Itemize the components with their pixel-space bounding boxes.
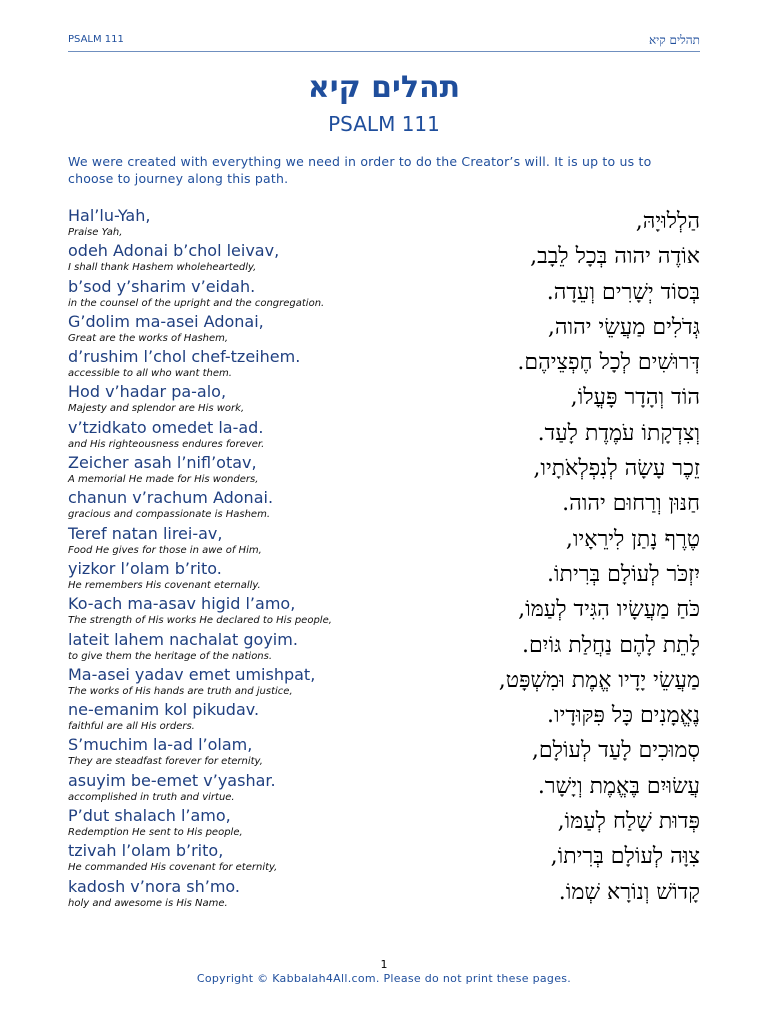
verse-hebrew: יִזְכֹּר לְעוֹלָם בְּרִיתוֹ.	[546, 561, 700, 587]
verse-transliteration: ne-emanim kol pikudav.	[68, 700, 260, 720]
verse-row	[68, 347, 700, 382]
verse-row	[68, 735, 700, 770]
verse-transliteration: tzivah l’olam b’rito,	[68, 841, 224, 861]
copyright-notice: Copyright © Kabbalah4All.com. Please do not print these pages.	[196, 972, 572, 985]
verse-row	[68, 665, 700, 700]
verse-row	[68, 594, 700, 629]
verse-transliteration: Zeicher asah l’nifl’otav,	[68, 453, 257, 473]
verse-translation: faithful are all His orders.	[68, 721, 195, 733]
verse-hebrew: קָדוֹשׁ וְנוֹרָא שְׁמוֹ.	[558, 879, 700, 905]
verse-transliteration: d’rushim l’chol chef-tzeihem.	[68, 347, 301, 367]
verse-hebrew: כֹּחַ מַעֲשָׂיו הִגִּיד לְעַמּוֹ,	[518, 597, 700, 623]
verse-hebrew: וְצִדְקָתוֹ עֹמֶדֶת לָעַד.	[537, 420, 700, 446]
verse-transliteration: Hal’lu-Yah,	[68, 206, 151, 225]
verse-hebrew: בְּסוֹד יְשָׁרִים וְעֵדָה.	[546, 279, 700, 305]
verse-hebrew: הַלְלוּיָהּ,	[635, 209, 700, 234]
verse-hebrew: הוֹד וְהָדָר פָּעֳלוֹ,	[570, 385, 700, 411]
verse-translation: Majesty and splendor are His work,	[68, 403, 245, 415]
verse-transliteration: odeh Adonai b’chol leivav,	[68, 241, 280, 261]
verse-row	[68, 559, 700, 594]
verse-translation: Praise Yah,	[68, 227, 123, 238]
verse-transliteration: lateit lahem nachalat goyim.	[68, 629, 298, 649]
verse-translation: accessible to all who want them.	[68, 368, 232, 380]
verse-transliteration: Teref natan lirei-av,	[68, 523, 223, 543]
verse-translation: accomplished in truth and virtue.	[68, 791, 235, 803]
verse-transliteration: Ko-ach ma-asav higid l’amo,	[68, 594, 296, 614]
verse-hebrew: נֶאֱמָנִים כָּל פִּקּוּדָיו.	[547, 703, 700, 729]
verse-row	[68, 700, 700, 735]
verse-transliteration: asuyim be-emet v’yashar.	[68, 770, 276, 790]
verse-transliteration: v’tzidkato omedet la-ad.	[68, 417, 264, 437]
verse-hebrew: טֶרֶף נָתַן לִירֵאָיו,	[565, 526, 700, 552]
verse-transliteration: kadosh v’nora sh’mo.	[68, 876, 240, 896]
verse-transliteration: Ma-asei yadav emet umishpat,	[68, 664, 316, 684]
verse-hebrew: לָתֵת לָהֶם נַחֲלַת גּוֹיִם.	[521, 632, 700, 658]
verse-translation: Great are the works of Hashem,	[68, 332, 229, 344]
verse-translation: He commanded His covenant for eternity,	[68, 862, 278, 874]
verse-translation: I shall thank Hashem wholeheartedly,	[68, 262, 257, 274]
verse-transliteration: yizkor l’olam b’rito.	[68, 558, 222, 578]
verse-row	[68, 488, 700, 523]
header-left: PSALM 111	[68, 34, 124, 45]
verse-row	[68, 382, 700, 417]
verse-transliteration: G’dolim ma-asei Adonai,	[68, 311, 264, 331]
verse-row	[68, 877, 700, 912]
verse-hebrew: פְּדוּת שָׁלַח לְעַמּוֹ,	[557, 809, 700, 835]
verse-translation: He remembers His covenant eternally.	[68, 579, 261, 591]
verse-translation: The strength of His works He declared to His people,	[68, 615, 332, 627]
header-right: תהלים קיא	[648, 33, 700, 47]
verse-transliteration: chanun v’rachum Adonai.	[68, 488, 274, 508]
verse-hebrew: מַעֲשֵׂי יָדָיו אֱמֶת וּמִשְׁפָּט,	[498, 667, 700, 693]
verse-translation: to give them the heritage of the nations.	[68, 650, 273, 662]
intro-text: We were created with everything we need in order to do the Creator’s will. It is up to us to choose to journey along this path.	[68, 154, 652, 186]
verse-row	[68, 312, 700, 347]
verse-hebrew: צִוָּה לְעוֹלָם בְּרִיתוֹ,	[550, 844, 700, 870]
header-divider	[68, 51, 700, 52]
verse-hebrew: סְמוּכִים לָעַד לְעוֹלָם,	[531, 738, 700, 764]
verse-translation: gracious and compassionate is Hashem.	[68, 509, 271, 521]
verse-hebrew: אוֹדֶה יהוה בְּכָל לֵבָב,	[530, 244, 700, 270]
verse-transliteration: P’dut shalach l’amo,	[68, 806, 231, 826]
verse-list	[68, 206, 700, 912]
verse-hebrew: חַנּוּן וְרַחוּם יהוה.	[562, 491, 700, 517]
title-english: PSALM 111	[328, 112, 440, 136]
verse-translation: and His righteousness endures forever.	[68, 438, 265, 450]
title-hebrew: תהלים קיא	[307, 70, 461, 105]
verse-row	[68, 277, 700, 312]
verse-row	[68, 206, 700, 241]
verse-translation: in the counsel of the upright and the congregation.	[68, 297, 325, 309]
verse-hebrew: דְּרוּשִׁים לְכָל חֶפְצֵיהֶם.	[517, 350, 700, 376]
verse-translation: A memorial He made for His wonders,	[68, 474, 259, 486]
verse-row	[68, 841, 700, 876]
verse-translation: They are steadfast forever for eternity,	[68, 756, 263, 768]
verse-row	[68, 806, 700, 841]
verse-row	[68, 241, 700, 276]
verse-hebrew: עֲשׂוּיִם בֶּאֱמֶת וְיָשָׁר.	[537, 773, 700, 799]
verse-row	[68, 453, 700, 488]
verse-translation: The works of His hands are truth and justice,	[68, 685, 293, 697]
verse-hebrew: זֵכֶר עָשָׂה לְנִפְלְאֹתָיו,	[533, 456, 700, 482]
verse-row	[68, 418, 700, 453]
verse-translation: Redemption He sent to His people,	[68, 827, 243, 839]
verse-row	[68, 524, 700, 559]
page-number: 1	[380, 958, 388, 971]
verse-translation: Food He gives for those in awe of Him,	[68, 544, 262, 556]
verse-transliteration: Hod v’hadar pa-alo,	[68, 382, 227, 402]
verse-row	[68, 630, 700, 665]
verse-transliteration: b’sod y’sharim v’eidah.	[68, 276, 256, 296]
verse-translation: holy and awesome is His Name.	[68, 897, 228, 909]
verse-row	[68, 771, 700, 806]
verse-hebrew: גְּדֹלִים מַעֲשֵׂי יהוה,	[547, 314, 700, 340]
verse-transliteration: S’muchim la-ad l’olam,	[68, 735, 253, 755]
